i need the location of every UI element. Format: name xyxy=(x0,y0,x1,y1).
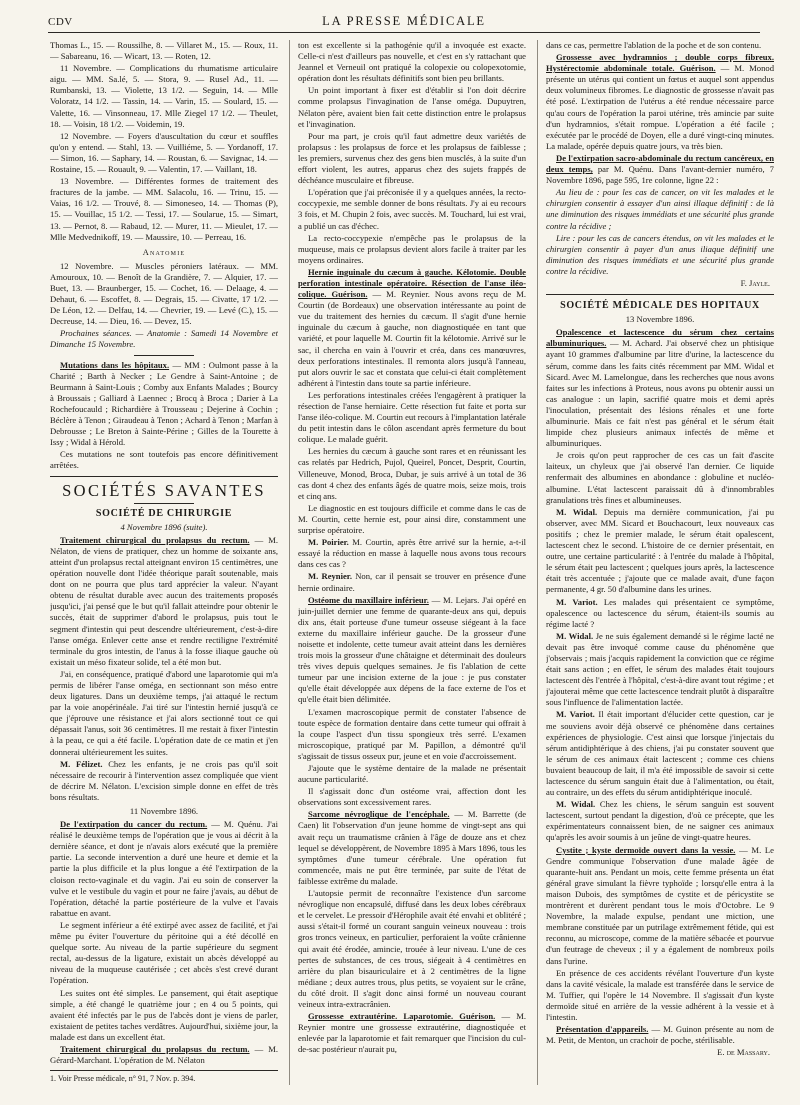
journal-title: LA PRESSE MÉDICALE xyxy=(322,14,486,28)
mutations-note: Ces mutations ne sont toutefois pas encore définitivement arrêtées. xyxy=(50,449,278,471)
article-paragraph: J'ajoute que le système dentaire de la malade ne présentait aucune particularité. xyxy=(298,763,526,785)
article-paragraph: Il s'agissait donc d'un ostéome vrai, affection dont les observations sont excessivement rares. xyxy=(298,786,526,808)
article: Ostéome du maxillaire inférieur. — M. Lejars. J'ai opéré en juin-juillet dernier une femme de quarante-deux ans qui, depuis dix ans, était porteuse d'une tumeur osseuse siégeant à la face externe du maxillaire inférieur gauche. De la grosseur d'une noisette et indolente, cette tumeur avait atteint dans les dernières trois mois la grosseur d'une châtaigne et déterminait des douleurs très vives depuis quelques semaines. Je fis l'ablation de cette tumeur par une incision externe de la joue : je pus constater qu'elle était développée aux dépens de la face externe de l'os et qu'elle était bien délimitée. xyxy=(298,594,526,705)
anatomie-heading: Anatomie xyxy=(142,247,186,257)
article-paragraph: Pour ma part, je crois qu'il faut admettre deux variétés de prolapsus : les prolapsus de force et les prolapsus de faiblesse ; les premiers, survenus chez des gens bien musclés, à la suite d'un effort violent, les autres, apparus chez des sujets frappés de déchéance musculaire et fibreuse. xyxy=(298,130,526,186)
article-paragraph: dans ce cas, permettre l'ablation de la poche et de son contenu. xyxy=(546,40,762,50)
article-title: Cystite ; kyste dermoïde ouvert dans la vessie. xyxy=(556,844,736,855)
exam-results: Thomas L., 15. — Roussilhe, 8. — Villaret M., 15. — Roux, 11. — Sabareanu, 16. — Wicart, 13. — Roten, 12. xyxy=(50,40,278,62)
article-title: De l'extirpation du cancer du rectum. xyxy=(60,819,208,830)
divider xyxy=(134,355,194,356)
column-divider xyxy=(289,40,290,1085)
footnote: 1. Voir Presse médicale, n° 91, 7 Nov. p. 394. xyxy=(50,1070,278,1084)
article: M. Variot. Les malades qui présentaient ce symptôme, opalescence ou lactescence du sérum, étaient-ils soumis au régime lacté ? xyxy=(546,596,774,629)
article-title: Sarcome névroglique de l'encéphale. xyxy=(308,809,450,820)
article: Présentation d'appareils. — M. Guinon présente au nom de M. Petit, de Menton, un crachoir de poche, stérilisable. xyxy=(546,1024,774,1046)
article-title: Hernie inguinale du cæcum à gauche. Kélotomie. Double perforation intestinale opératoire. Résection de l'anse iléo-colique. Guérison. xyxy=(298,266,526,300)
mutations-paragraph: Mutations dans les hôpitaux. — MM : Oulmont passe à la Charité ; Barth à Necker ; Le Gendre à Saint-Antoine ; de Beurmann à Saint-Louis ; Comby aux Enfants Malades ; Bourcy à Broussais ; Galliard à Laennec ; Brocq à Broca ; Darier à La Rochefoucauld ; Richardière à Trousseau ; Dejerine à Cochin ; Béclère à Tenon ; Giraudeau à Tenon ; Achard à Tenon ; Marfan à Debrousse ; Le Breton à Sainte-Périne ; Gilles de la Tourette à Issy ; Widal à Hérold. xyxy=(50,359,278,448)
article-paragraph: En présence de ces accidents révélant l'ouverture d'un kyste dans la cavité vésicale, la malade est transférée dans le service de M. Tuffier, qui l'opère le 14 Novembre. Il s'agissait d'un kyste dermoïde situé en arrière de la vessie adhérent à la vessie et à l'intestin. xyxy=(546,967,774,1022)
article: M. Widal. Chez les chiens, le sérum sanguin est souvent lactescent, surtout pendant la digestion, d'où ce précepte, que les expérimentateurs connaissent bien, de ne saigner ces animaux qu'après les avoir soumis à un jeûne de vingt-quatre heures. xyxy=(546,799,774,843)
prochaines-seances: Prochaines séances. — Anatomie : Samedi 14 Novembre et Dimanche 15 Novembre. xyxy=(50,328,278,350)
signature: F. Jayle. xyxy=(740,277,770,288)
article: Hernie inguinale du cæcum à gauche. Kélotomie. Double perforation intestinale opératoire. Résection de l'anse iléo-colique. Guérison. — M. Reynier. Nous avons reçu de M. Courtin (de Bordeaux) une observation intéressante au point de vue du traitement des hernies du cæcum. Il s'agit d'une hernie inguinale du cæcum à gauche, non diagnostiquée en tant que variété, et pour laquelle M. Courtin fit la kélotomie. Arrivé sur le sac, il chercha en vain à l'ouvrir et créa, dans ces manœuvres, deux perforations intestinales. Il remonta alors jusqu'à l'anneau, put alors ouvrir le sac et constata que celui-ci était complètement adhérent à l'intestin dans toute sa partie inférieure. xyxy=(298,266,526,388)
article: M. Widal. Depuis ma dernière communication, j'ai pu observer, avec MM. Sicard et Bouchacourt, leux nouveaux cas positifs ; chez le premier malade, le sérum était opalescent, lactescent chez le second. L'histoire de ce dernier présentait, en outre, une certaine particularité : à l'entrée du malade à l'hôpital, le sérum était peu lactescent ; quelques jours après, la lactescence était très accentuée ; j'ajoute que ce malade avait, d'une façon permanente, 4 gr. 50 d'albumine dans les urines. xyxy=(546,506,774,595)
exam-results: 11 Novembre. — Complications du rhumatisme articulaire aigu. — MM. Sa.lé, 5. — Stora, 9. — Rusel Ad., 11. — Rumbanski, 13. — Violette, 13 1/2. — Seguin, 14. — Mlle Voloratz, 14 1/2. — Tassin, 14. — Varin, 15. — Soulard, 15. — Valette, 16. — Vinsonneau, 17. Mlle Ziegel 17 1/2. — Theulet, 18. — Voisin, 18 1/2. — Voidemin, 19. xyxy=(50,63,278,129)
article-paragraph: Le diagnostic en est toujours difficile et comme dans le cas de M. Courtin, cette hernie est, pour ainsi dire, constamment une surprise opératoire. xyxy=(298,502,526,536)
session-date: 13 Novembre 1896. xyxy=(625,314,695,325)
article-title: Grossesse avec hydramnios ; double corps fibreux. Hystérectomie abdominale totale. Guérison. xyxy=(546,52,774,74)
column-1 xyxy=(50,40,278,1087)
societe-chirurgie-heading: SOCIÉTÉ DE CHIRURGIE xyxy=(95,507,233,519)
article: Cystite ; kyste dermoïde ouvert dans la vessie. — M. Le Gendre communique l'observation d'une malade âgée de quarante-huit ans. Pendant un mois, cette femme présenta un état général grave simulant la fièvre typhoïde ; lorsqu'elle entra à la maison Dubois, des symptômes de cystite et de péricystite se montrèrent et durèrent pendant tous le mois d'Octobre. Le 9 Novembre, la malade expulse, pendant une miction, une membrane constituée par un putrilage extrêmement fétide, qui est reconnu, au microscope, comme de la matière sébacée et pourvue d'un feutrage de cheveux ; il y a également de nombreux poils dans l'urine. xyxy=(546,844,774,966)
article: Opalescence et lactescence du sérum chez certains albuminuriques. — M. Achard. J'ai observé chez un phtisique ayant 10 grammes d'albumine par litre d'urine, la lactescence du sérum, comme dans les faits cités récemment par MM. Widal et Sicard. Avec M. Lamelongue, dans les recherches que nous avons faites sur les infections à Proteus, nous avons pu obtenir aussi un cas analogue : un lapin, sacrifié quatre mois et demi après l'inoculation, présentait des lésions rénales et une forte albuminurie. Mais ce fait n'est pas général et le sérum était limpide chez plusieurs animaux infectés de même et albuminuriques. xyxy=(546,327,774,449)
societes-savantes-heading: SOCIÉTÉS SAVANTES xyxy=(62,481,266,501)
session-date: 11 Novembre 1896. xyxy=(129,806,199,816)
article-title: De l'extirpation sacro-abdominale du rectum cancéreux, en deux temps, xyxy=(546,152,774,175)
article-title: Traitement chirurgical du prolapsus du rectum. xyxy=(60,1043,250,1054)
article-paragraph: J'ai, en conséquence, pratiqué d'abord une laparotomie qui m'a permis de libérer l'anse oméga, en sectionnant son méso entre deux ligatures. Dans un deuxième temps, j'ai attaqué le rectum par la voie anopérinéale. J'ai tiré sur l'intestin hernié jusqu'à ce que j'éprouve une résistance et j'ai alors sectionné tout ce qui dépassait l'anus, soit 36 centimètres. Il me restait à fixer l'intestin à la peau, ce qui a été facile. L'opération date de ce matin et j'en donnerai ultérieurement les suites. xyxy=(50,668,278,757)
article-paragraph: Les suites ont été simples. Le pansement, qui était aseptique simple, a été changé le quatrième jour ; en 4 ou 5 points, qui avaient été infectés par le pus de l'abcès dont je viens de parler, existaient de petites taches verdâtres. Aujourd'hui, sixième jour, la malade est dans un excellent état. xyxy=(50,987,278,1042)
article-paragraph: L'autopsie permit de reconnaître l'existence d'un sarcome névroglique non encapsulé, diffusé dans les deux lobes cérébraux et le cervelet. Le pressoir d'Hérophile avait été envahi et oblitéré ; aussi s'était-il formé un courant sanguin veineux nouveau : trois gros troncs veineux, en particulier, perforaient la voûte crânienne qui avait été érodée, amincie, trouée à leur niveau. L'une de ces pertes de substances, de ces trous, siégeait à 4 centimètres en arrière du plan bisauriculaire et à 2 centimètres de la ligne médiane ; deux autres trous, plus petits, se voyaient sur le crâne, du côté droit. Il s'agit donc ainsi formé un nouveau courant veineux intra-extracrânien. xyxy=(298,888,526,1009)
header-rule xyxy=(48,32,760,33)
article-paragraph: La recto-coccypexie n'empêche pas le prolapsus de la muqueuse, mais ce prolapsus devient alors facile à traiter par les moyens ordinaires. xyxy=(298,232,526,265)
erratum-paragraph: Au lieu de : pour les cas de cancer, on vit les malades et le chirurgien consentir à essayer d'un ainsi illaque définitif : de là une diminution des risques immédiats et une sécurité plus grande contre la récidive ; xyxy=(546,187,774,231)
exam-results: 12 Novembre. — Foyers d'auscultation du cœur et souffles qu'on y entend. — Stahl, 13. — Vuilliéme, 5. — Yordanoff, 17. — Simon, 16. — Saphary, 14. — Roustan, 6. — Savignac, 14. — Rostaine, 15. — Rouault, 9. — Valentin, 17. — Vaillant, 18. xyxy=(50,130,278,175)
exam-results: 12 Novembre. — Muscles péroniers latéraux. — MM. Amouroux, 10. — Benoît de la Grandière, 7. — Alquier, 17. — Buet, 13. — Braunberger, 15. — Cochet, 16. — Delaage, 4. — Dehaut, 6. — Escoffet, 8. — Degrais, 15. — Civatte, 17 1/2. — De Léon, 12. — Delfau, 14. — Chevrier, 19. — Levé (C.), 15. — Decreuse, 14. — Dieu, 16. — Devez, 15. xyxy=(50,260,278,327)
page-code: CDV xyxy=(48,16,73,28)
article-paragraph: ton est excellente si la pathogénie qu'il a invoquée est exacte. Celle-ci n'est d'ailleurs pas nouvelle, et c'est en s'y rattachant que Jeannel et Verneuil ont pratiqué la colopexie ou colopexotomie, opération dont les résultats définitifs sont bien peu brillants. xyxy=(298,40,526,84)
erratum-paragraph: Lire : pour les cas de cancers étendus, on vit les malades et le chirurgien consentir à payer d'un anus iliaque définitif une diminution des risques immédiats et une sécurité plus grande contre la récidive. xyxy=(546,232,774,276)
article: M. Variot. Il était important d'élucider cette question, car je me souviens avoir déjà observé ce phénomène dans certaines expériences de physiologie. C'est ainsi que lorsque j'injectais du sérum antidiphtérique à des chiens, j'ai pu constater souvent que le sérum de ces animaux était lactescent ; comme ces chiens buvaient beaucoup de lait, il m'a été impossible de savoir si cette lactescence du sérum sanguin était due à l'alimentation, ou était, au contraire, un des effets du sérum antidiphtérique inoculé. xyxy=(546,709,774,798)
exam-results: 13 Novembre. — Différentes formes de traitement des fractures de la jambe. — MM. Salacolu, 16. — Trinu, 15. — Vaias, 16 1/2. — Trouvé, 8. — Simoneseo, 14. — Thomas (P), 15. — Vouillac, 15 1/2. — Tessi, 17. — Soularue, 15. — Simart, 13. — Pernot, 8. — Rabaud, 12. — Murer, 11. — Mieulet, 17. — Mlle Medvednikoff, 19. — Maussire, 10. — Perreau, 16. xyxy=(50,176,278,242)
article-paragraph: Les perforations intestinales créées l'engagèrent à pratiquer la résection de l'anse herniaire. Cette résection fut faite et porta sur l'anse iléo-colique. M. Courtin eut recours à l'implantation latérale du petit intestin dans le côlon ascendant après fermeture du bout colique. Le malade guérit. xyxy=(298,389,526,445)
article-paragraph: Le segment inférieur a été extirpé avec assez de facilité, et j'ai même pu éviter l'ouverture du péritoine qui a été décollé en quelque sorte. Au niveau de la partie supérieure du segment rectal, au-dessus de la ligature, existait un abcès développé au niveau de la muqueuse cautérisée ; cet abcès s'est crevé durant l'opération. xyxy=(50,919,278,986)
article-title: Ostéome du maxillaire inférieur. xyxy=(308,594,429,605)
article: De l'extirpation du cancer du rectum. — M. Quénu. J'ai réalisé le deuxième temps de l'opération que je vous ai décrit à la dernière séance, et dont je n'avais alors exécuté que la première partie. La seconde intervention a duré une heure et demie et la partie la plus difficile et la plus longue a été l'extirpation de la cloison recto-vaginale et du vagin. J'ai eu soin de conserver la vulve et le vestibule du vagin et pour ne faire j'avais, au début de l'opération, détaché la partie postérieure de la vulve et l'avais rabattue en avant. xyxy=(50,819,278,918)
article-title: Présentation d'appareils. xyxy=(556,1024,649,1035)
divider xyxy=(546,294,774,295)
article-paragraph: Un point important à fixer est d'établir si l'on doit décrire comme prolapsus l'invagination de l'anse oméga. Dupuytren, Nélaton père, avaient bien fait cette distinction entre le prolapsus et l'invagination. xyxy=(298,85,526,129)
societe-hopitaux-heading: SOCIÉTÉ MÉDICALE DES HOPITAUX xyxy=(560,300,760,312)
divider xyxy=(50,476,278,477)
mutations-title: Mutations dans les hôpitaux. xyxy=(60,359,170,370)
article-title: Traitement chirurgical du prolapsus du rectum. xyxy=(60,534,250,545)
article-paragraph: Je crois qu'on peut rapprocher de ces cas un fait d'ascite laiteux, un chyleux que j'ai observé l'an dernier. Ce liquide renfermait des albumines en abondance : globuline et nucléo-albumine. L'état lactescent paraissait dû à d'innombrables granulations très fines et albumineuses. xyxy=(546,450,774,505)
session-date: 4 Novembre 1896 (suite). xyxy=(120,521,208,532)
article-paragraph: Les hernies du cæcum à gauche sont rares et en réunissant les cas relatés par Hedrich, Pujol, Queirel, Poncet, Desprit, Courtin, Villeneuve, Monod, Broca, Dubar, je suis arrivé à un total de 36 cas dont 4 chez des enfants âgés de quatre mois, seize mois, trois et cinq ans. xyxy=(298,446,526,501)
signature: E. de Massary. xyxy=(717,1047,770,1058)
article: M. Reynier. Non, car il pensait se trouver en présence d'une hernie ordinaire. xyxy=(298,571,526,593)
divider xyxy=(134,503,194,504)
running-head xyxy=(48,12,760,34)
article-title: Opalescence et lactescence du sérum chez certains albuminuriques. xyxy=(546,327,774,349)
article: Grossesse avec hydramnios ; double corps fibreux. Hystérectomie abdominale totale. Guérison. — M. Monod présente un utérus qui contient un fœtus et auquel sont appendus deux volumineux fibromes. Le diagnostic de grossesse n'avait pas été posé. L'extirpation de l'utérus a été rendue nécessaire parce qu'au cours de l'opération la paroi utérine, très amincie par suite d'un hydramnios, s'était rompue. L'opération a été facile ; exécutée par le procédé de Doyen, elle a duré vingt-cinq minutes. La malade, opérée depuis quatre jours, va très bien. xyxy=(546,52,774,151)
column-2 xyxy=(298,40,526,1087)
article: Traitement chirurgical du prolapsus du rectum. — M. Nélaton, de viens de pratiquer, chez un homme de soixante ans, atteint d'un prolapsus rectal atteignant environ 15 centimètres, une opération nouvelle dont l'idée théorique paraît soutenable, mais dont on ne pourra que plus tard apprécier la valeur. N'ayant obtenu de résultat durable avec aucun des traitements proposés jusqu'ici, j'ai pensé que le but qu'il fallait atteindre pour obtenir le succès, était de supprimer d'abord le prolapsus, puis tout le segment d'intestin qui peut descendre ultérieurement, c'est-à-dire l'anse oméga. Enlever cette anse et rendre rectiligne l'extrémité terminale du gros intestin, de l'anus à la fosse iliaque gauche où existait un méso fixateur solide, tel a été mon but. xyxy=(50,534,278,667)
article: Grossesse extrautérine. Laparotomie. Guérison. — M. Reynier montre une grossesse extrautérine, diagnostiquée et enlevée par la laparotomie et fait remarquer que l'incision du cul-de-sac postérieur n'aurait pu, xyxy=(298,1011,526,1055)
article-title: Grossesse extrautérine. Laparotomie. Guérison. xyxy=(308,1011,496,1022)
column-divider xyxy=(537,40,538,1085)
article: M. Widal. Je ne suis également demandé si le régime lacté ne devait pas être invoqué comme cause du phénomène que j'observais ; mais j'acquis rapidement la conviction que ce régime était sans action ; en effet, le sérum des malades était toujours lactescent dès l'entrée à l'hôpital, c'est-à-dire avant tout régime ; et j'ajouterai même que cette lactescence tendrait plutôt à disparaître sous l'influence de l'alimentation lactée. xyxy=(546,630,774,708)
article-paragraph: L'opération que j'ai préconisée il y a quelques années, la recto-coccypexie, me semble donner de bons résultats. J'y ai eu recours 3 fois, et M. Chupin 2 fois, avec succès. M. Touchard, lui est vrai, a publié un cas d'échec. xyxy=(298,187,526,231)
article: Sarcome névroglique de l'encéphale. — M. Barrette (de Caen) lit l'observation d'un jeune homme de vingt-sept ans qui avait reçu un traumatisme crânien à l'âge de douze ans et chez lequel se développèrent, de Novembre 1895 à Mars 1896, tous les symptômes d'une tumeur cérébrale. Une opération fut commencée, mais ne put être terminée, par suite de l'état de faiblesse extrême du malade. xyxy=(298,809,526,886)
column-3 xyxy=(546,40,774,1087)
article: M. Poirier. M. Courtin, après être arrivé sur la hernie, a-t-il essayé la réduction en masse à laquelle nous avons tous recours dans ces cas ? xyxy=(298,537,526,570)
erratum: De l'extirpation sacro-abdominale du rectum cancéreux, en deux temps, par M. Quénu. Dans l'avant-dernier numéro, 7 Novembre 1896, page 595, 1re colonne, ligne 22 : xyxy=(546,152,774,186)
article: Traitement chirurgical du prolapsus du rectum. — M. Gérard-Marchant. L'opération de M. Nélaton xyxy=(50,1043,278,1066)
article-paragraph: L'examen macroscopique permit de constater l'absence de toute espèce de formation dentaire dans cette tumeur qui offrait à la coupe l'aspect d'un tissu spongieux très serré. L'examen microscopique, pratiqué par M. Papillon, a démontré qu'il s'agissait de tissus osseux pur, jeune et en voie d'accroissement. xyxy=(298,706,526,761)
article: M. Félizet. Chez les enfants, je ne crois pas qu'il soit nécessaire de recourir à l'intervention assez compliquée que vient de décrire M. Nélaton. L'excision simple donne en effet de très bons résultats. xyxy=(50,758,278,802)
